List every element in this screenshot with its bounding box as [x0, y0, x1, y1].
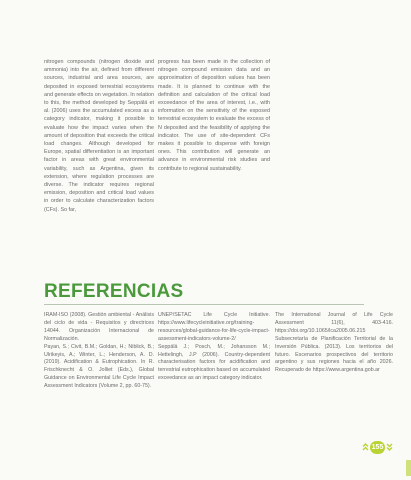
- page-navigation: [362, 440, 398, 454]
- page-number-badge: 155: [370, 441, 385, 454]
- reference-entry: Subsecretaría de Planificación Territorial de la Inversión Pública. (2013). Los territorios del futuro. Escenarios prospectivos del territorio argentino y sus regiones hacia el año 2026. Recuperado de https://www.argentina.gob.ar: [275, 335, 393, 374]
- reference-entry: Payan, S.; Civit, B.M.; Goldan, H.; Niblick, B.; Ulrikeyis, A.; Winter, L.; Henderson, A. D. (2019). Acidification & Eutrophication. In R. Frischknecht & O. Jolliet (Eds.), Global Guidance on Environmental Life Cycle Impact Assessment Indicators (Volume 2, pp. 60-75).: [44, 343, 154, 390]
- double-chevron-down-icon[interactable]: [386, 442, 393, 452]
- references-column-1: [44, 312, 154, 391]
- references-column-2: [158, 312, 270, 383]
- body-column-middle: progress has been made in the collection of nitrogen compound emission data and an approximation of deposition values has been made. It is planned to continue with the definition and calculation of the critical load exceedance of the area of interest, i.e., with information on the sensitivity of the exposed terrestrial ecosystem to evaluate the excess of N deposited and the feasibility of applying the indicator. The use of site-dependent CFs makes it possible to dispense with foreign ones. This contribution will generate an advance in environmental risk studies and contribute to regional sustainability.: [158, 59, 270, 172]
- body-column-left: nitrogen compounds (nitrogen dioxide and ammonia) into the air, defined from different sources, industrial and area sources, are deposited in exposed terrestrial ecosystems and generate effects on vegetation. In relation to this, the method developed by Seppälä et al. (2006) uses the accumulated excess as a category indicator, making it possible to evaluate how the impact varies when the amount of deposition that exceeds the critical load changes. Although developed for Europe, spatial differentiation is an important factor in areas with great environmental variability, such as Argentina, given its extension, where regulation processes are diverse. The indicator requires regional emission, deposition and critical load values in order to calculate characterization factors (CFs). So far,: [44, 59, 154, 213]
- double-chevron-up-icon[interactable]: [362, 442, 369, 452]
- reference-entry: IRAM-ISO (2008). Gestión ambiental - Análisis del ciclo de vida - Requisitos y directrices 14044. Organización Internacional de Normalización.: [44, 312, 154, 342]
- reference-entry: The International Journal of Life Cycle Assessment 11(6), 403-416. https://doi.org/10.1065/lca2005.06.215: [275, 312, 393, 334]
- references-heading: REFERENCIAS: [44, 281, 184, 302]
- reference-entry: UNEP/SETAC Life Cycle Initiative. https://www.lifecycleinitiative.org/training-resources/global-guidance-for-life-cycle-impact-assessment-indicators-volume-2/: [158, 312, 270, 342]
- reference-entry: Seppälä J.; Posch, M.; Johansson M.; Hettelingh, J.P (2006). Country-dependent characterisation factors for acidification and terrestrial eutrophication based on accumulated exceedance as an impact category indicator.: [158, 343, 270, 382]
- page-edge-tab: [406, 460, 411, 476]
- heading-divider: [44, 304, 364, 305]
- references-column-3: [275, 312, 393, 375]
